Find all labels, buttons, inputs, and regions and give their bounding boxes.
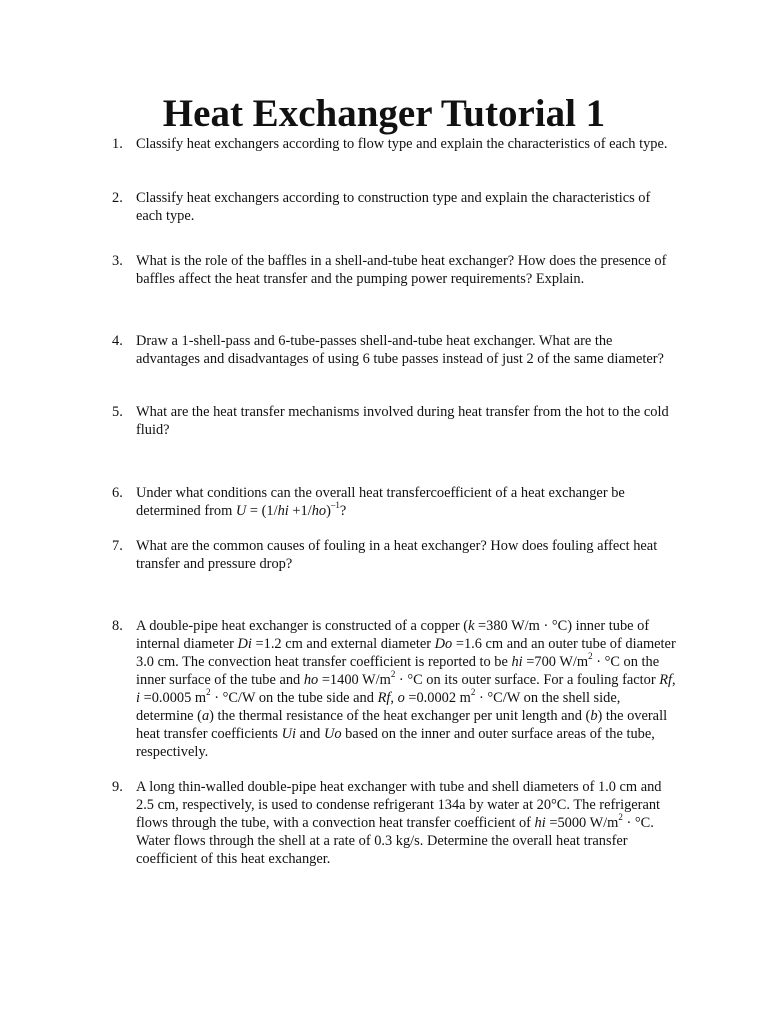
question-text: What is the role of the baffles in a shell-and-tube heat exchanger? How does the presence of baffles affect the heat transfer and the pumping power requirements? Explain. [136, 253, 667, 287]
question-text: Draw a 1-shell-pass and 6-tube-passes shell-and-tube heat exchanger. What are the advantages and disadvantages of using 6 tube passes instead of just 2 of the same diameter? [136, 333, 664, 367]
question-text: Classify heat exchangers according to construction type and explain the characteristics of each type. [136, 190, 651, 224]
question-number: 2. [112, 190, 123, 206]
question-text: Under what conditions can the overall heat transfercoefficient of a heat exchanger be determined from $U = (1/hi +1/ho)^{-1}$? [136, 485, 625, 519]
question-number: 8. [112, 618, 123, 634]
question-text: What are the common causes of fouling in a heat exchanger? How does fouling affect heat transfer and pressure drop? [136, 538, 658, 572]
question-number: 1. [112, 136, 123, 152]
question-number: 9. [112, 779, 123, 795]
question-number: 4. [112, 333, 123, 349]
question-number: 7. [112, 538, 123, 554]
question-text: What are the heat transfer mechanisms involved during heat transfer from the hot to the cold fluid? [136, 404, 669, 438]
question-text: A long thin-walled double-pipe heat exchanger with tube and shell diameters of 1.0 cm and 2.5 cm, respectively, is used to condense refrigerant 134a by water at 20°C. The refrigerant flows through the tube, with a convection heat transfer coefficient of hi =5000 $W/m^2 \cdot ^\circ C$. Water flows through the shell at a rate of 0.3 kg/s. Determine the overall heat transfer coefficient of this heat exchanger. [136, 779, 662, 867]
question-number: 5. [112, 404, 123, 420]
question-text: A double-pipe heat exchanger is constructed of a copper (k =380 W/m · °C) inner tube of internal diameter Di =1.2 cm and external diameter Do =1.6 cm and an outer tube of diameter 3.0 cm. The convection heat transfer coefficient is reported to be hi =700 $W/m^2 \cdot ^\circ C$ on the inner surface of the tube and ho =1400 $W/m^2 \cdot ^\circ C$ on its outer surface. For a fouling factor Rf, i =0.0005 $m^2 \cdot ^\circ C/W$ on the tube side and Rf, o =0.0002 $m^2 \cdot ^\circ C/W$ on the shell side, determine (a) the thermal resistance of the heat exchanger per unit length and (b) the overall heat transfer coefficients Ui and Uo based on the inner and outer surface areas of the tube, respectively. [136, 618, 676, 760]
question-text: Classify heat exchangers according to flow type and explain the characteristics of each type. [136, 136, 668, 152]
page-title: Heat Exchanger Tutorial 1 [162, 92, 606, 135]
question-number: 6. [112, 485, 123, 501]
question-number: 3. [112, 253, 123, 269]
